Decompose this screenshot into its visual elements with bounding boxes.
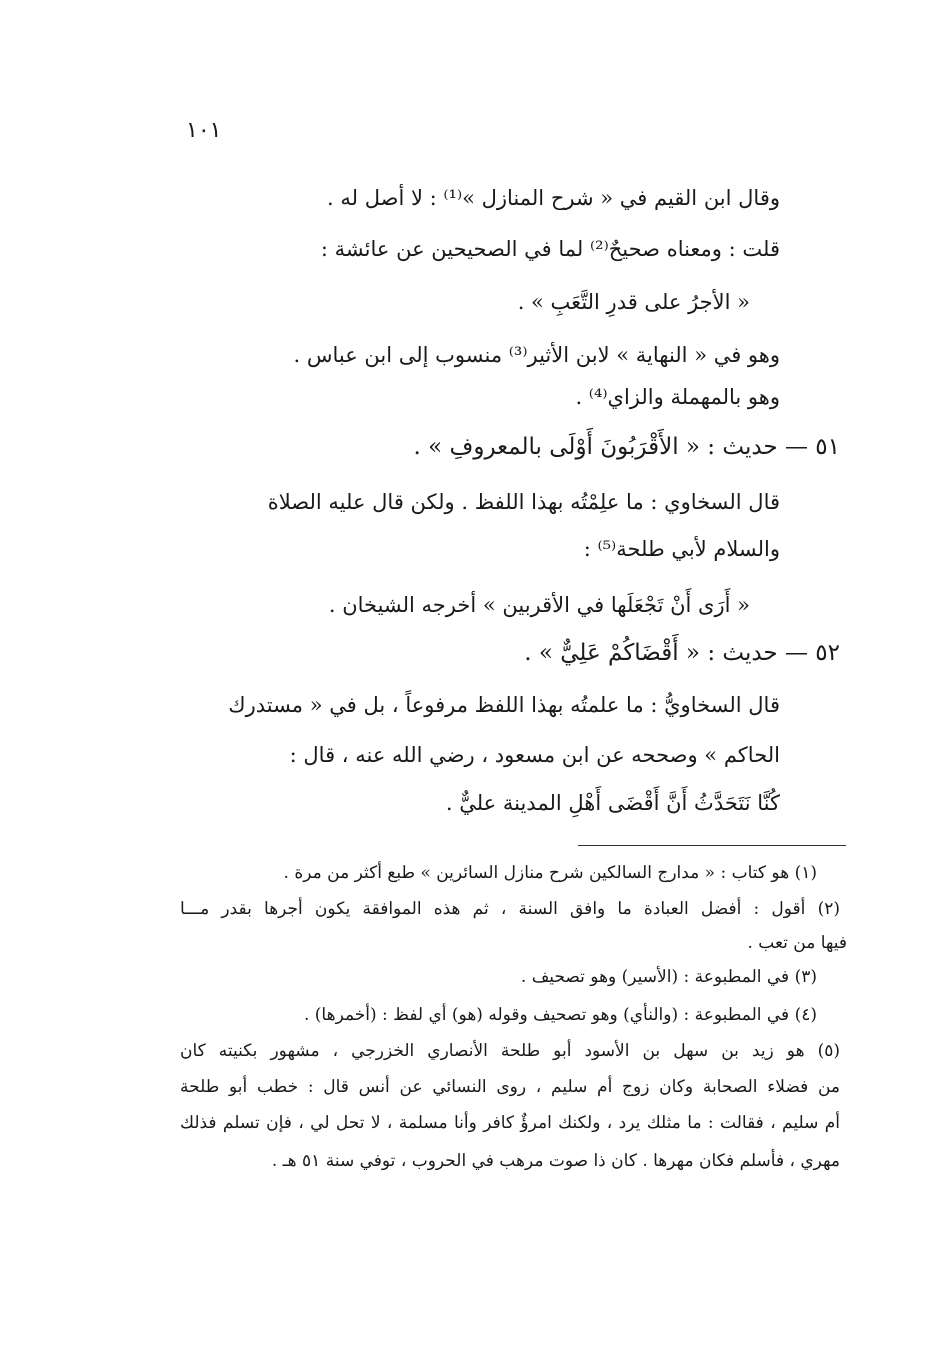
- body-line-8: والسلام لأبي طلحة⁽⁵⁾ :: [583, 537, 780, 561]
- footnote-3: (٣) في المطبوعة : (الأسير) وهو تصحيف .: [520, 967, 817, 987]
- body-line-13: كُنَّا نَتَحَدَّثُ أَنَّ أَقْضَى أَهْلِ المدينة عليٌّ .: [445, 791, 780, 815]
- hadith-52-heading: ٥٢ — حديث : « أَقْضَاكُمْ عَلِيٌّ » .: [524, 640, 840, 666]
- footnote-5-line-1: (٥) هو زيد بن سهل بن الأسود أبو طلحة الأنصاري الخزرجي ، مشهور بكنيته كان: [180, 1041, 840, 1061]
- body-line-12: الحاكم » وصححه عن ابن مسعود ، رضي الله عنه ، قال :: [289, 743, 780, 767]
- footnote-5-line-3: أم سليم ، فقالت : ما مثلك يرد ، ولكنك امرؤٌ كافر وأنا مسلمة ، لا تحل لي ، فإن تسلم فذلك: [180, 1113, 840, 1133]
- body-line-4: وهو في « النهاية » لابن الأثير⁽³⁾ منسوب إلى ابن عباس .: [293, 343, 780, 367]
- page-number: ١٠١: [186, 118, 222, 143]
- footnote-2-cont: فيها من تعب .: [747, 933, 847, 953]
- footnote-2: (٢) أقول : أفضل العبادة ما وافق السنة ، ثم هذه الموافقة يكون أجرها بقدر مـــا: [180, 899, 840, 919]
- footnote-separator: [578, 845, 846, 846]
- footnote-4: (٤) في المطبوعة : (والنأي) وهو تصحيف وقوله (هو) أي لفظ : (أخمرها) .: [303, 1005, 817, 1025]
- footnote-5-line-2: من فضلاء الصحابة وكان زوج أم سليم ، روى النسائي عن أنس قال : خطب أبو طلحة: [180, 1077, 840, 1097]
- footnote-1: (١) هو كتاب : « مدارج السالكين شرح منازل السائرين » طبع أكثر من مرة .: [283, 863, 817, 883]
- body-line-2: قلت : ومعناه صحيحٌ⁽²⁾ لما في الصحيحين عن عائشة :: [320, 237, 780, 261]
- body-line-7: قال السخاوي : ما علِمْتُه بهذا اللفظ . ولكن قال عليه الصلاة: [267, 490, 780, 514]
- body-line-3: « الأجرُ على قدرِ التَّعَبِ » .: [517, 290, 750, 314]
- body-line-9: « أَرَى أَنْ تَجْعَلَها في الأقربين » أخرجه الشيخان .: [328, 593, 750, 617]
- body-line-11: قال السخاويُّ : ما علمتُه بهذا اللفظ مرفوعاً ، بل في « مستدرك: [228, 693, 780, 717]
- footnote-5-line-4: مهري ، فأسلم فكان مهرها . كان ذا صوت مرهب في الحروب ، توفي سنة ٥١ هـ .: [271, 1151, 840, 1171]
- body-line-1: وقال ابن القيم في « شرح المنازل »⁽¹⁾ : لا أصل له .: [327, 186, 780, 210]
- body-line-5: وهو بالمهملة والزاي⁽⁴⁾ .: [575, 385, 780, 409]
- hadith-51-heading: ٥١ — حديث : « الأَقْرَبُونَ أَوْلَى بالمعروفِ » .: [413, 434, 840, 460]
